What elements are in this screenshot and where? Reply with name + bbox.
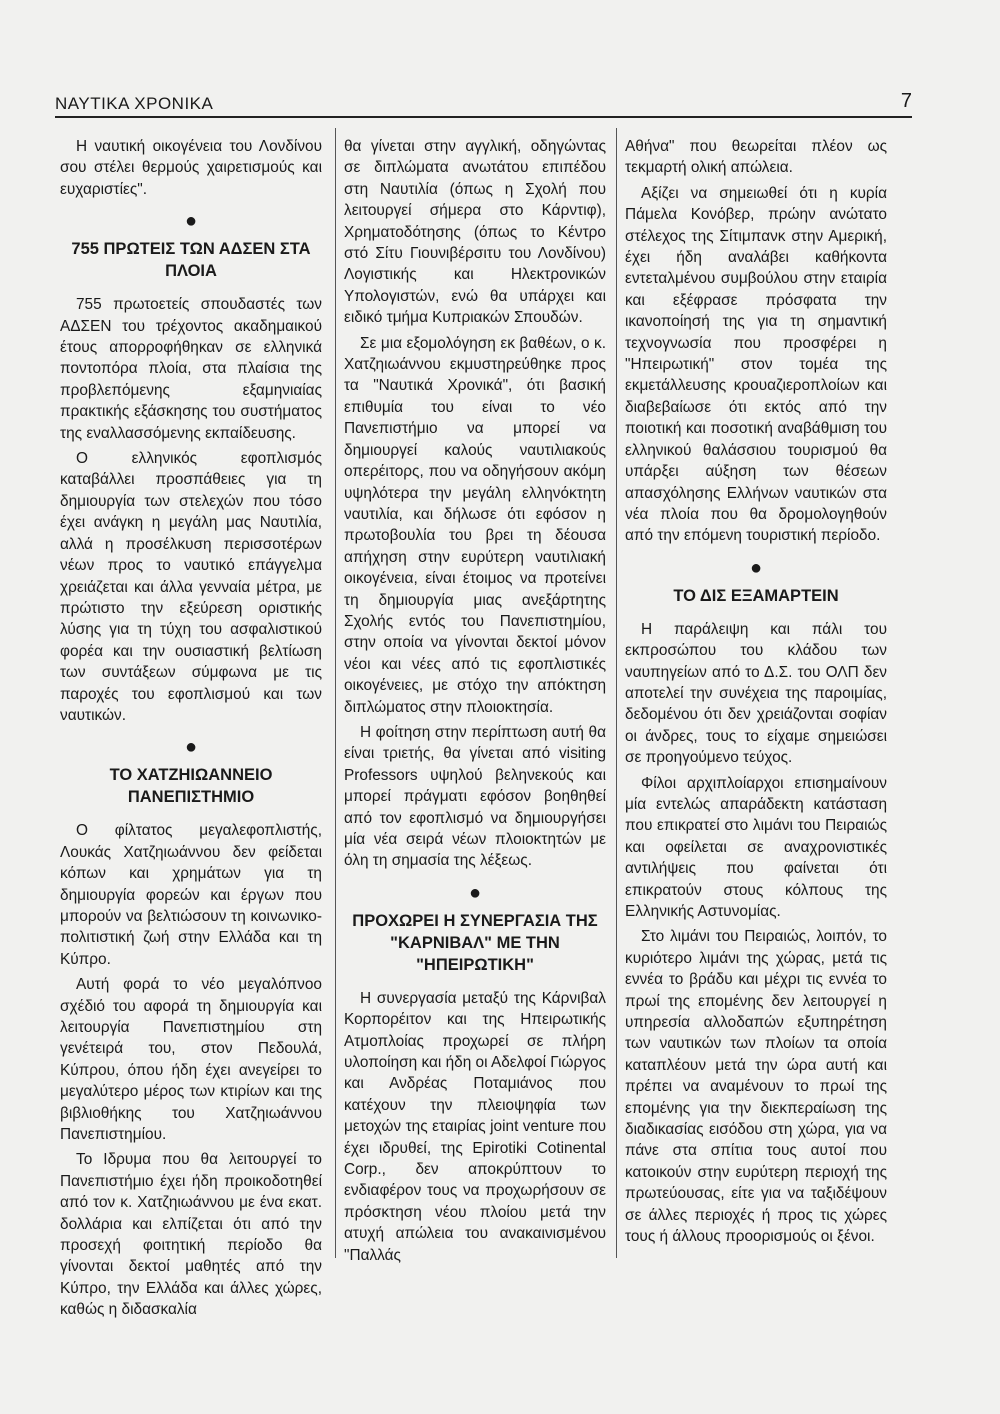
article-paragraph: Φίλοι αρχιπλοίαρχοι επισημαίνουν μία εντελώς απαράδεκτη κατάσταση που επικρατεί στο λιμάνι του Πειραιώς και οφείλεται σε αναχρονιστικές αντιλήψεις που φαίνεται ότι επικρατούν στους κόλπους της Ελληνικής Αστυνομίας. — [625, 774, 887, 920]
column-2 — [344, 136, 606, 1270]
section-bullet-icon: ● — [468, 881, 482, 904]
page-header — [55, 90, 912, 118]
article-paragraph: Σε μια εξομολόγηση εκ βαθέων, ο κ. Χατζηιωάννου εκμυστηρεύθηκε προς τα "Ναυτικά Χρονικά", ότι βασική επιθυμία του είναι το νέο Πανεπιστήμιο να μπορεί να δημιουργεί καλούς ναυτιλιακούς οπερέιτορς, που να οδηγήσουν ακόμη υψηλότερα την μεγάλη ελληνόκτητη ναυτιλία, και δήλωσε ότι εφόσον η πρωτοβουλία του βρει τη δέουσα απήχηση στην ευρύτερη ναυτιλιακή οικογένεια, είναι έτοιμος να προτείνει τη δημιουργία μιας ανεξάρτητης Σχολής εντός του Πανεπιστημίου, στην οποία να γίνονται δεκτοί μόνον νέοι και νέες από τις εφοπλιστικές οικογένειες, με στόχο την απόκτηση διπλώματος στην πλοιοκτησία. — [344, 334, 606, 716]
article-paragraph: Η φοίτηση στην περίπτωση αυτή θα είναι τριετής, θα γίνεται από visiting Professors υψηλού βεληνεκούς και μπορεί πράγματι εφόσον βοηθηθεί από τον εφοπλισμό να δημιουργήσει μία νέα σειρά νέων πλοιοκτητών με όλη τη σημασία της λέξεως. — [344, 723, 606, 870]
article-headline: 755 ΠΡΩΤΕΙΣ ΤΩΝ ΑΔΣΕΝ ΣΤΑ ΠΛΟΙΑ — [71, 240, 311, 281]
article-paragraph: Ο ελληνικός εφοπλισμός καταβάλλει προσπάθειες για τη δημιουργία των στελεχών που τόσο έχει ανάγκη η μεγάλη μας Ναυτιλία, αλλά η προσέλκυση περισσοτέρων νέων προς το ναυτικό επάγγελμα χρειάζεται και άλλα γενναία μέτρα, με πρώτιστο την εξεύρεση οριστικής λύσης για τη τύχη του ασφαλιστικού φορέα και την ουσιαστική βελτίωση των συντάξεων σύμφωνα με τις παροχές του εφοπλισμού και των ναυτικών. — [60, 450, 322, 724]
article-paragraph: Η συνεργασία μεταξύ της Κάρνιβαλ Κορπορέιτον και της Ηπειρωτικής Ατμοπλοίας προχωρεί σε πλήρη υλοποίηση και ήδη οι Αδελφοί Γιώργος και Ανδρέας Ποταμιάνος που κατέχουν την πλειοψηφία των μετοχών της εταιρίας joint venture που έχει ιδρυθεί, της Epirotiki Cotinental Corp., δεν αποκρύπτουν το ενδιαφέρον τους να προχωρήσουν σε πρόσκτηση νέου πλοίου μετά την ατυχή απώλεια του ανακαινισμένου "Παλλάς — [344, 989, 606, 1264]
article-paragraph: Στο λιμάνι του Πειραιώς, λοιπόν, το κυριότερο λιμάνι της χώρας, μετά τις εννέα το βράδυ και μέχρι τις εννέα το πρωί της επομένης δεν λειτουργεί η υπηρεσία αλλοδαπών εξυπηρέτηση των ναυτικών των πλοίων τα οποία καταπλέουν μετά την ώρα αυτή και πρέπει να αναμένουν το πρωί της επομένης για την διεκπεραίωση της διαδικασίας εισόδου στη χώρα, για να πάνε στα σπίτια τους αυτοί που κατοικούν στην ευρύτερη περιοχή της πρωτεύουσας, είτε για να ταξιδέψουν σε άλλες περιοχές ή προς τις χώρες τους ή άλλους προορισμούς οι ξένοι. — [625, 928, 887, 1246]
page-number: 7 — [900, 90, 912, 112]
column-3 — [625, 136, 887, 1252]
article-paragraph: Η παράλειψη και πάλι του εκπροσώπου του κλάδου των ναυπηγείων από το Δ.Σ. του ΟΛΠ δεν αποτελεί την συνέχεια της παροιμίας, δεδομένου ότι δεν χρειάζονται σοφίαν οι άνδρες, τους το είχαμε σημειώσει σε προηγούμενο τεύχος. — [625, 620, 887, 767]
article-paragraph: Αθήνα" που θεωρείται πλέον ως τεκμαρτή ολική απώλεια. — [625, 138, 887, 177]
column-divider — [335, 128, 336, 1258]
article-paragraph: Ο φίλτατος μεγαλεφοπλιστής, Λουκάς Χατζηιωάννου δεν φείδεται κόπων και χρημάτων για τη δημιουργία φορεών και έργων που μπορούν να βελτιώσουν τη κοινωνικο-πολιτιστική ζωή στην Ελλάδα και τη Κύπρο. — [60, 822, 322, 968]
section-bullet-icon: ● — [184, 736, 198, 759]
article-paragraph: Αυτή φορά το νέο μεγαλόπνοο σχέδιό του αφορά τη δημιουργία και λειτουργία Πανεπιστημίου στη γενέτειρά του, στον Πεδουλά, Κύπρου, όπου ήδη έχει ανεγείρει το μεγαλύτερο μέρος των κτιρίων και της βιβλιοθήκης του Χατζηιωάννου Πανεπιστημίου. — [60, 976, 322, 1144]
publication-title: ΝΑΥΤΙΚΑ ΧΡΟΝΙΚΑ — [55, 94, 214, 113]
article-headline: ΤΟ ΔΙΣ ΕΞΑΜΑΡΤΕΙΝ — [673, 586, 839, 605]
article-paragraph: Η ναυτική οικογένεια του Λονδίνου σου στέλει θερμούς χαιρετισμούς και ευχαριστίες". — [60, 138, 322, 198]
article-paragraph: 755 πρωτοετείς σπουδαστές των ΑΔΣΕΝ του τρέχοντος ακαδημαικού έτους απορροφήθηκαν σε ελληνικά ποντοπόρα πλοία, στα πλαίσια της προβλεπόμενης εξαμηνιαίας πρακτικής εξάσκησης του συστήματος της εναλλασσόμενης εκπαίδευσης. — [60, 296, 322, 442]
column-divider — [616, 128, 617, 1258]
article-headline: ΤΟ ΧΑΤΖΗΙΩΑΝΝΕΙΟ ΠΑΝΕΠΙΣΤΗΜΙΟ — [109, 766, 273, 807]
article-headline: ΠΡΟΧΩΡΕΙ Η ΣΥΝΕΡΓΑΣΙΑ ΤΗΣ "ΚΑΡΝΙΒΑΛ" ΜΕ ΤΗΝ "ΗΠΕΙΡΩΤΙΚΗ" — [352, 911, 598, 974]
section-bullet-icon: ● — [184, 210, 198, 233]
article-paragraph: Αξίζει να σημειωθεί ότι η κυρία Πάμελα Κονόβερ, πρώην ανώτατο στέλεχος της Σίτιμπανκ στην Αμερική, έχει ήδη αναλάβει καθήκοντα εντεταλμένου συμβούλου στην εταιρία και εξέφρασε πρόσφατα την ικανοποίησή της για τη σημαντική τεχνογνωσία που προσφέρει η "Ηπειρωτική" στον τομέα της εκμετάλλευσης κρουαζιεροπλοίων και διαβεβαίωσε ότι εκτός από την ποιοτική και ποσοτική αναβάθμιση του ελληνικού θαλάσσιου τουρισμού θα υπάρξει αύξηση των θέσεων απασχόλησης Ελλήνων ναυτικών στα νέα πλοία που θα δρομολογηθούν από την επόμενη τουριστική περίοδο. — [625, 184, 887, 545]
column-1 — [60, 136, 322, 1325]
article-paragraph: Το Ιδρυμα που θα λειτουργεί το Πανεπιστήμιο έχει ήδη προικοδοτηθεί από τον κ. Χατζηιωάννου με ένα εκατ. δολλάρια και ελπίζεται ότι από την προσεχή φοιτητική περίοδο θα γίνονται δεκτοί μαθητές από την Κύπρο, την Ελλάδα και άλλες χώρες, καθώς η διδασκαλία — [60, 1151, 322, 1319]
article-paragraph: θα γίνεται στην αγγλική, οδηγώντας σε διπλώματα ανωτάτου επιπέδου στη Ναυτιλία (όπως η Σχολή που λειτουργεί σήμερα στο Κάρντιφ), Χρηματοδότησης (όπως το Κέντρο στό Σίτυ Γιουνιβέρσιτυ του Λονδίνου) Λογιστικής και Ηλεκτρονικών Υπολογιστών, ενώ θα υπάρχει και ειδικό τμήμα Κυπριακών Σπουδών. — [344, 138, 606, 327]
section-bullet-icon: ● — [749, 556, 763, 579]
